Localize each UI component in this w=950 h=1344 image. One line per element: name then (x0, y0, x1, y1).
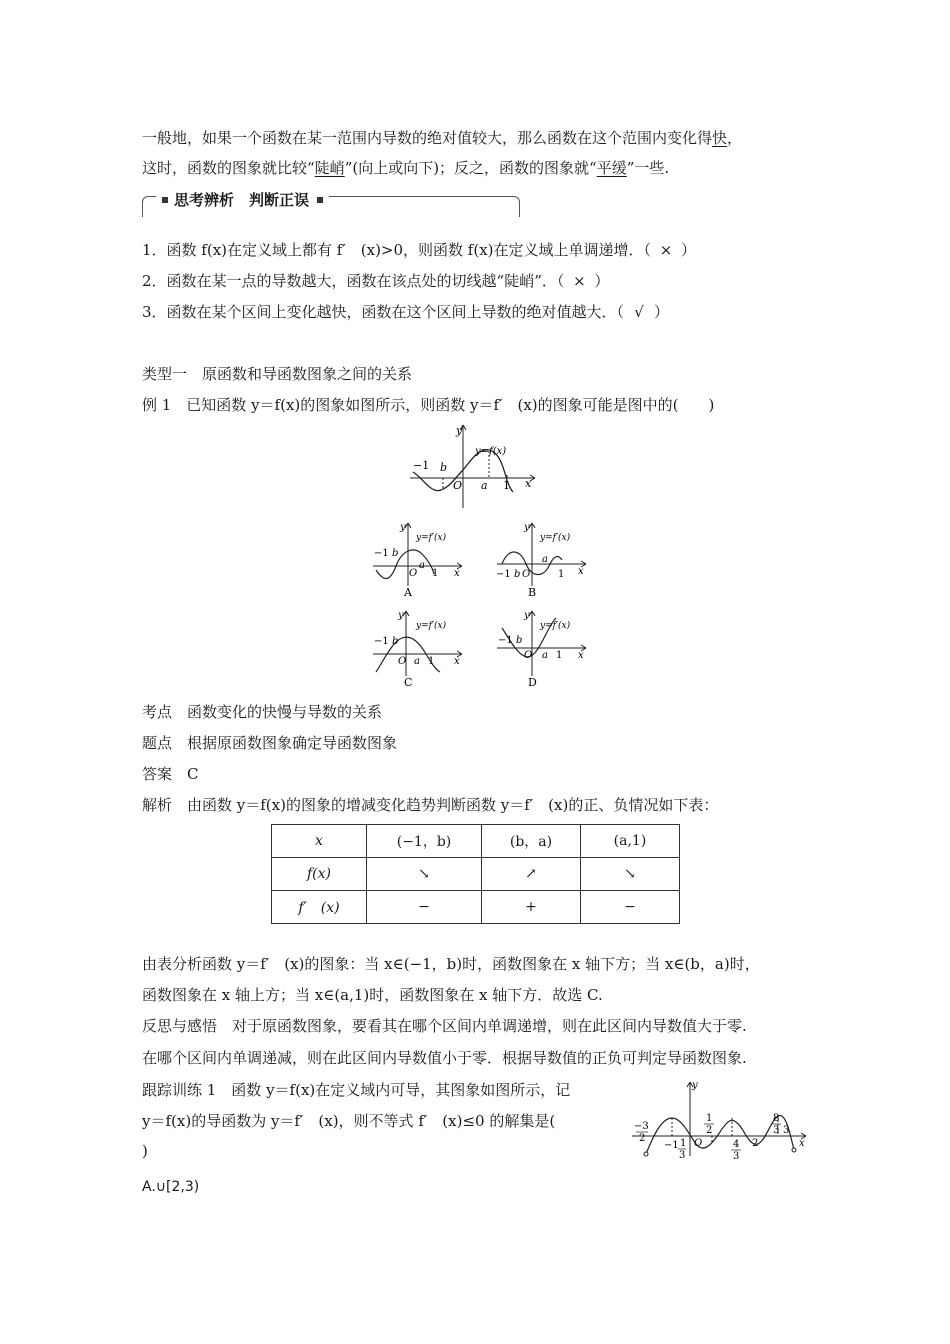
table-row (272, 858, 680, 891)
intro-line-1 (142, 128, 742, 148)
function-label: y=f′(x) (540, 533, 571, 543)
intro-line-2 (142, 158, 669, 178)
function-label: y=f′(x) (416, 533, 447, 543)
tick-label: 4 (733, 1139, 740, 1150)
tick-label: 3 (733, 1151, 740, 1160)
tick-label: 1 (556, 650, 563, 661)
table-cell: ↘ (367, 858, 482, 891)
judge-item-close: ） (594, 272, 610, 290)
table-cell: − (581, 891, 680, 924)
tick-label: 1 (428, 656, 435, 667)
think-section-label (156, 189, 329, 210)
cross-mark: × (573, 272, 586, 290)
table-cell: − (367, 891, 482, 924)
intro-underline-steep: 陡峭 (314, 159, 345, 177)
tick-label: a (542, 650, 548, 661)
function-label: y=f′(x) (540, 621, 571, 631)
axis-label-y: y (692, 1080, 698, 1091)
option-a: A.∪[2,3) (142, 1179, 200, 1195)
tick-label: b (516, 635, 523, 646)
tick-label: 8 (773, 1113, 780, 1124)
tick-label: O (524, 650, 533, 661)
axis-label-y: y (398, 610, 404, 621)
tick-label: 3 (773, 1125, 780, 1136)
tick-label: −1 (496, 569, 511, 580)
check-mark: √ (634, 303, 644, 321)
analysis-line-2: 函数图象在 x 轴上方；当 x∈(a,1)时，函数图象在 x 轴下方．故选 C. (142, 986, 603, 1004)
option-graph-c (370, 606, 470, 690)
axis-label-x: x (454, 568, 460, 579)
reflection-line-1: 反思与感悟 对于原函数图象，要看其在哪个区间内单调递增，则在此区间内导数值大于零. (142, 1017, 747, 1035)
table-cell: + (482, 891, 581, 924)
tick-label: O (522, 569, 531, 580)
tick-label: −1 (413, 459, 430, 472)
intro-text: 这时，函数的图象就比较“ (142, 159, 315, 177)
judge-item-close: ） (654, 303, 670, 321)
intro-text: ， (727, 129, 743, 147)
table-cell: (b，a) (482, 825, 581, 858)
intro-underline-fast: 快 (712, 129, 728, 147)
axis-label-y: y (400, 522, 406, 533)
tick-label: −1 (498, 635, 513, 646)
tick-label: −3 (634, 1121, 649, 1132)
judge-item-1 (142, 240, 696, 260)
intro-text: ”一些. (626, 159, 670, 177)
analysis-intro: 解析 由函数 y＝f(x)的图象的增减变化趋势判断函数 y＝f′ (x)的正、负情况如下表： (142, 796, 719, 814)
judge-item-close: ） (681, 241, 697, 259)
intro-text: ”(向上或向下)；反之，函数的图象就“ (344, 159, 597, 177)
square-bullet-icon (317, 197, 323, 203)
cross-mark: × (659, 241, 673, 259)
tick-label: O (398, 656, 407, 667)
example-1: 例 1 已知函数 y＝f(x)的图象如图所示，则函数 y＝f′ (x)的图象可能是图中的( ) (142, 396, 715, 414)
axis-label-y: y (524, 522, 530, 533)
option-letter: A (404, 586, 412, 599)
table-cell: ↗ (482, 858, 581, 891)
square-bullet-icon (162, 197, 168, 203)
tick-label: O (453, 479, 463, 492)
tick-label: b (392, 636, 399, 647)
tick-label: a (542, 554, 548, 565)
reflection-line-2: 在哪个区间内单调递减，则在此区间内导数值小于零．根据导数值的正负可判定导函数图象. (142, 1049, 747, 1067)
axis-label-x: x (578, 566, 584, 577)
track-line-3: ) (142, 1142, 148, 1160)
option-graph-a (370, 518, 470, 600)
option-graph-b (494, 518, 594, 600)
tick-label: −1 (374, 636, 389, 647)
axis-label-x: x (578, 650, 584, 661)
tick-label: O (409, 568, 418, 579)
tick-label: 1 (680, 1138, 687, 1149)
tick-label: 1 (432, 568, 439, 579)
axis-label-x: x (454, 656, 460, 667)
judge-item-text: 3．函数在某个区间上变化越快，函数在这个区间上导数的绝对值越大．（ (142, 303, 625, 321)
axis-label-y: y (524, 610, 530, 621)
table-cell: f(x) (272, 858, 367, 891)
tick-label: −1 (664, 1140, 679, 1151)
tick-label: 1 (558, 569, 565, 580)
table-cell: (−1，b) (367, 825, 482, 858)
table-row (272, 891, 680, 924)
option-letter: D (528, 676, 537, 689)
table-cell: x (272, 825, 367, 858)
tick-label: a (481, 479, 488, 492)
option-graph-d (494, 606, 594, 690)
table-cell: f′ (x) (272, 891, 367, 924)
track-function-graph (628, 1078, 810, 1160)
option-letter: B (528, 586, 537, 599)
table-header-row (272, 825, 680, 858)
option-letter: C (404, 676, 413, 689)
tick-label: 1 (706, 1113, 713, 1124)
sign-table (271, 824, 680, 924)
axis-label-x: x (799, 1138, 805, 1149)
tick-label: 2 (639, 1133, 646, 1144)
tidian: 题点 根据原函数图象确定导函数图象 (142, 734, 398, 752)
table-cell: (a,1) (581, 825, 680, 858)
intro-text: 一般地，如果一个函数在某一范围内导数的绝对值较大，那么函数在这个范围内变化得 (142, 129, 713, 147)
tick-label: a (419, 560, 425, 571)
type1-title: 类型一 原函数和导函数图象之间的关系 (142, 365, 413, 383)
judge-item-3 (142, 302, 669, 322)
tick-label: 2 (706, 1125, 713, 1136)
kaodian: 考点 函数变化的快慢与导数的关系 (142, 703, 383, 721)
original-function-graph (405, 420, 540, 512)
tick-label: b (514, 569, 521, 580)
tick-label: 3 (783, 1125, 790, 1136)
tick-label: O (694, 1138, 703, 1149)
tick-label: 1 (503, 479, 510, 492)
tick-label: a (414, 656, 420, 667)
tick-label: b (392, 548, 399, 559)
tick-label: 2 (752, 1138, 759, 1149)
answer: 答案 C (142, 765, 199, 783)
axis-label-y: y (456, 424, 463, 437)
tick-label: 3 (679, 1150, 686, 1160)
track-line-1: 跟踪训练 1 函数 y＝f(x)在定义域内可导，其图象如图所示，记 (142, 1081, 571, 1099)
judge-item-text: 2．函数在某一点的导数越大，函数在该点处的切线越“陡峭”．（ (142, 272, 565, 290)
judge-item-text: 1．函数 f(x)在定义域上都有 f′ (x)>0，则函数 f(x)在定义域上单调递增．（ (142, 241, 652, 259)
axis-label-x: x (525, 477, 532, 490)
function-label: y=f′(x) (416, 621, 447, 631)
intro-underline-gentle: 平缓 (596, 159, 627, 177)
analysis-line-1: 由表分析函数 y＝f′ (x)的图象：当 x∈(−1，b)时，函数图象在 x 轴下方；当 x∈(b，a)时， (142, 955, 760, 973)
tick-label: b (440, 461, 448, 474)
think-section-title: 思考辨析 判断正误 (174, 191, 310, 209)
judge-item-2 (142, 271, 609, 291)
function-label: y=f(x) (475, 446, 507, 457)
table-cell: ↘ (581, 858, 680, 891)
tick-label: −1 (374, 548, 389, 559)
track-line-2: y＝f(x)的导函数为 y＝f′ (x)，则不等式 f′ (x)≤0 的解集是( (142, 1112, 556, 1130)
